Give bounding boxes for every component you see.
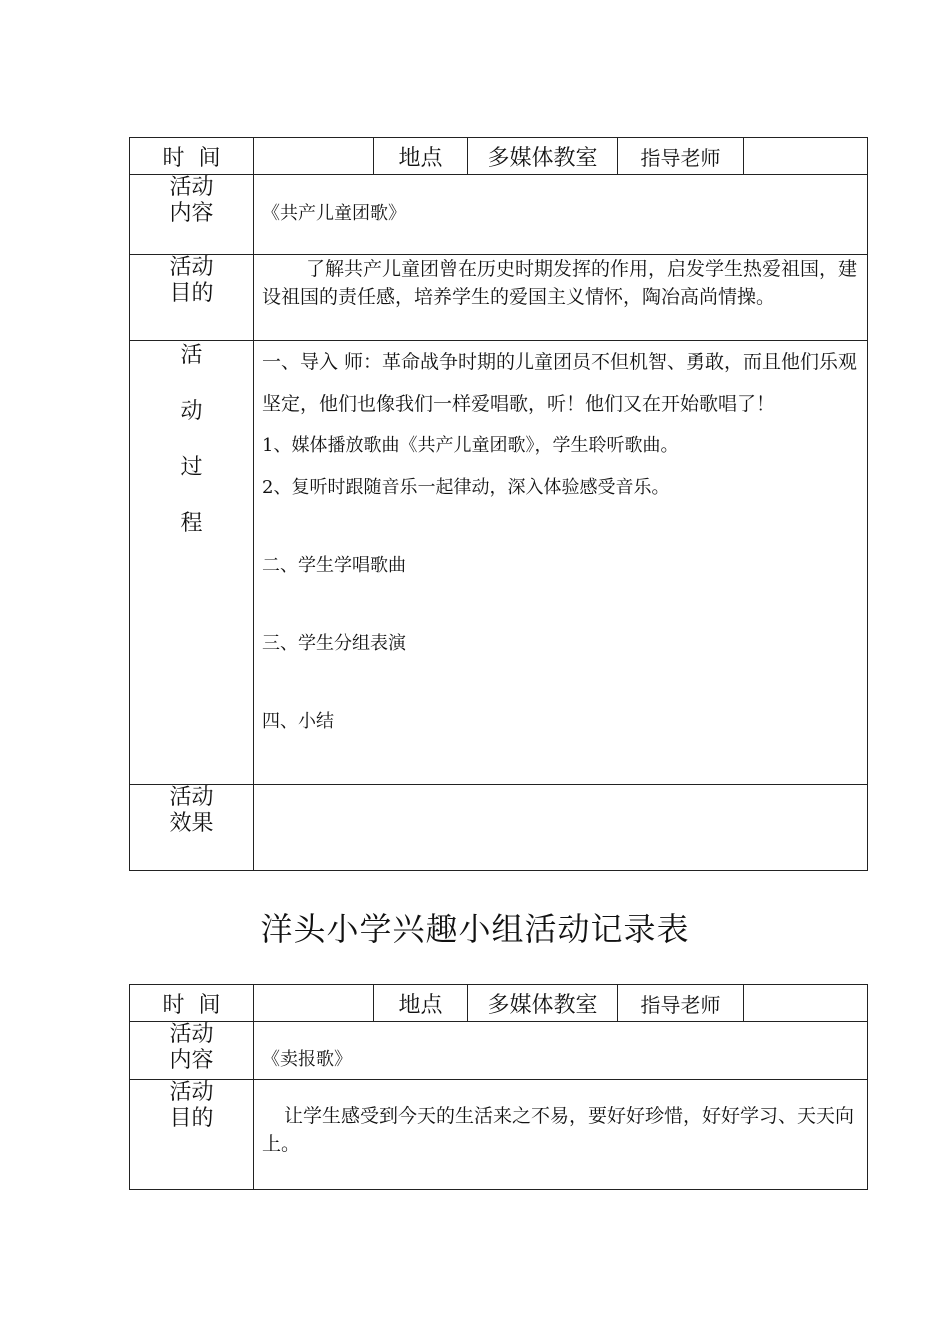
activity-content: 《共产儿童团歌》 — [254, 175, 868, 255]
process-intro: 一、导入 师：革命战争时期的儿童团员不但机智、勇敢，而且他们乐观坚定，他们也像我们一样爱唱歌，听！他们又在开始歌唱了！ — [262, 351, 858, 415]
time-label: 时 间 — [130, 138, 254, 175]
teacher-label: 指导老师 — [618, 985, 744, 1022]
process-step-2: 2、复听时跟随音乐一起律动，深入体验感受音乐。 — [262, 477, 670, 498]
time-label: 时 间 — [130, 985, 254, 1022]
process-label-char: 过 — [180, 455, 203, 480]
activity-content: 《卖报歌》 — [254, 1022, 868, 1080]
place-label: 地点 — [374, 138, 468, 175]
process-part-4: 四、小结 — [262, 711, 334, 732]
place-value: 多媒体教室 — [468, 138, 618, 175]
time-value — [254, 138, 374, 175]
process-part-2: 二、学生学唱歌曲 — [262, 555, 406, 576]
teacher-value — [744, 985, 868, 1022]
activity-effect — [254, 785, 868, 871]
teacher-value — [744, 138, 868, 175]
purpose-label: 活动 目的 — [130, 1080, 254, 1190]
activity-record-table-1 — [129, 137, 868, 871]
activity-record-table-2 — [129, 984, 868, 1190]
process-label — [130, 341, 254, 785]
teacher-label: 指导老师 — [618, 138, 744, 175]
process-label-char: 程 — [180, 511, 203, 536]
activity-process — [254, 341, 868, 785]
process-label-char: 活 — [180, 343, 203, 368]
process-step-1: 1、媒体播放歌曲《共产儿童团歌》，学生聆听歌曲。 — [262, 435, 679, 456]
activity-purpose: 让学生感受到今天的生活来之不易，要好好珍惜，好好学习、天天向上。 — [254, 1080, 868, 1190]
place-label: 地点 — [374, 985, 468, 1022]
process-part-3: 三、学生分组表演 — [262, 633, 406, 654]
activity-purpose: 了解共产儿童团曾在历史时期发挥的作用，启发学生热爱祖国，建设祖国的责任感，培养学生的爱国主义情怀，陶冶高尚情操。 — [254, 255, 868, 341]
page-title: 洋头小学兴趣小组活动记录表 — [260, 910, 690, 948]
process-label-char: 动 — [180, 399, 203, 424]
place-value: 多媒体教室 — [468, 985, 618, 1022]
content-label: 活动 内容 — [130, 175, 254, 255]
time-value — [254, 985, 374, 1022]
content-label: 活动 内容 — [130, 1022, 254, 1080]
purpose-label: 活动 目的 — [130, 255, 254, 341]
effect-label: 活动 效果 — [130, 785, 254, 871]
